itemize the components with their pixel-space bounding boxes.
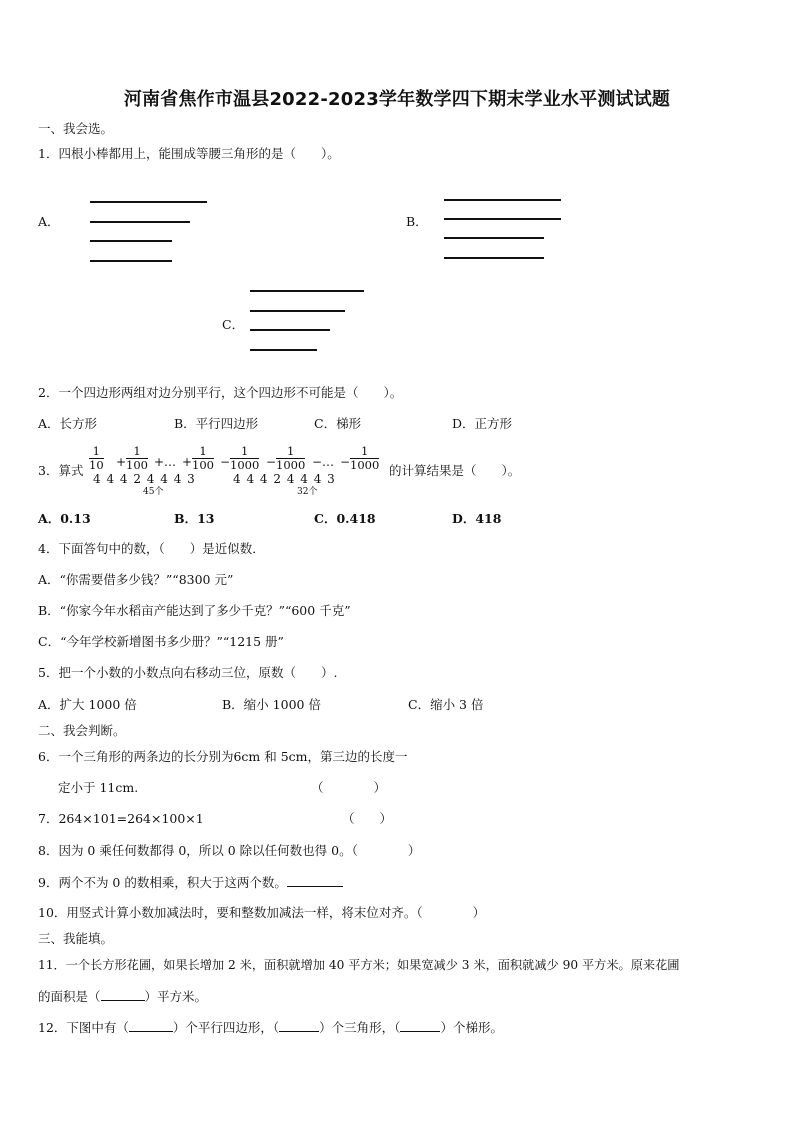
q3-minus-3: − xyxy=(312,455,323,469)
q1-a-stick-1 xyxy=(90,201,207,203)
q1-c-stick-4 xyxy=(250,349,317,351)
q12-triangle-blank[interactable] xyxy=(279,1019,319,1032)
q3-f3-denominator: 100 xyxy=(192,458,214,472)
question-5: 5．把一个小数的小数点向右移动三位，原数（ ）. xyxy=(38,665,338,680)
q12-parallelogram-blank[interactable] xyxy=(129,1019,173,1032)
q1-b-stick-1 xyxy=(444,199,561,201)
q3-f1-denominator: 10 xyxy=(89,458,104,472)
q2-option-a: A．长方形 xyxy=(38,416,98,431)
q3-count-1: 45个 xyxy=(143,487,164,497)
q3-brace-digits-2: 4 4 4 2 4 4 4 3 xyxy=(233,472,336,486)
q3-f6-numerator: 1 xyxy=(350,445,379,459)
q3-option-d: D．418 xyxy=(452,511,502,526)
q3-plus-1: + xyxy=(116,455,127,469)
section-heading-fill: 三、我能填。 xyxy=(38,931,114,946)
q3-f5-numerator: 1 xyxy=(276,445,305,459)
q1-c-stick-3 xyxy=(250,329,330,331)
q3-minus-2: − xyxy=(266,455,277,469)
q9-answer-blank[interactable] xyxy=(287,874,343,887)
q3-f2-numerator: 1 xyxy=(126,445,148,459)
q7-answer-blank[interactable]: （ ） xyxy=(342,811,393,826)
q11-prefix: 的面积是（ xyxy=(38,989,101,1004)
page-title: 河南省焦作市温县2022-2023学年数学四下期末学业水平测试试题 xyxy=(123,89,671,110)
q1-option-a-label: A． xyxy=(38,214,60,229)
q3-minus-1: − xyxy=(220,455,231,469)
question-10: 10．用竖式计算小数加减法时，要和整数加减法一样，将末位对齐。（ ） xyxy=(38,905,486,920)
q2-option-c: C．梯形 xyxy=(314,416,362,431)
q3-fraction-1 xyxy=(89,445,104,472)
q5-option-c: C．缩小 3 倍 xyxy=(408,697,484,712)
question-12 xyxy=(38,1019,503,1036)
q4-option-a: A．“你需要借多少钱？”“8300 元” xyxy=(38,572,234,587)
q11-answer-blank[interactable] xyxy=(101,988,145,1001)
question-6-line-2: 定小于 11cm. xyxy=(58,780,139,795)
q3-option-a: A．0.13 xyxy=(38,511,91,526)
q3-option-c: C．0.418 xyxy=(314,511,376,526)
question-6-line-1: 6．一个三角形的两条边的长分别为6cm 和 5cm，第三边的长度一 xyxy=(38,749,408,764)
q3-fraction-5 xyxy=(276,445,305,472)
q1-option-c-label: C． xyxy=(222,317,245,332)
q5-option-a: A．扩大 1000 倍 xyxy=(38,697,137,712)
q1-a-stick-2 xyxy=(90,221,190,223)
q3-option-b: B．13 xyxy=(174,511,215,526)
q6-answer-blank[interactable]: （ ） xyxy=(311,780,387,795)
q3-f1-numerator: 1 xyxy=(89,445,104,459)
q12-trapezoid-blank[interactable] xyxy=(400,1019,440,1032)
section-heading-judge: 二、我会判断。 xyxy=(38,723,126,738)
q1-a-stick-4 xyxy=(90,260,172,262)
q11-suffix: ）平方米。 xyxy=(144,989,208,1004)
q2-option-b: B．平行四边形 xyxy=(174,416,259,431)
q3-fraction-6 xyxy=(350,445,379,472)
q1-b-stick-3 xyxy=(444,237,544,239)
q3-brace-digits-1: 4 4 4 2 4 4 4 3 xyxy=(93,472,196,486)
question-11-line-2 xyxy=(38,988,207,1005)
question-3-suffix: 的计算结果是（ ）。 xyxy=(389,463,521,478)
q3-plus-3: + xyxy=(182,455,193,469)
q3-f3-numerator: 1 xyxy=(192,445,214,459)
q1-b-stick-4 xyxy=(444,257,544,259)
question-2: 2．一个四边形两组对边分别平行，这个四边形不可能是（ ）。 xyxy=(38,385,403,400)
question-3-prefix: 3．算式 xyxy=(38,463,84,478)
q3-ellipsis-2: … xyxy=(322,455,334,469)
question-1: 1．四根小棒都用上，能围成等腰三角形的是（ ）。 xyxy=(38,146,340,161)
q3-fraction-3 xyxy=(192,445,214,472)
q1-c-stick-1 xyxy=(250,290,364,292)
section-heading-choice: 一、我会选。 xyxy=(38,121,114,136)
question-9 xyxy=(38,874,343,891)
q3-f2-denominator: 100 xyxy=(126,458,148,472)
q4-option-b: B．“你家今年水稻亩产能达到了多少千克？”“600 千克” xyxy=(38,603,351,618)
q1-c-stick-2 xyxy=(250,310,345,312)
q1-option-b-label: B． xyxy=(406,214,428,229)
q12-part-1: 12．下图中有（ xyxy=(38,1020,129,1035)
q3-f4-numerator: 1 xyxy=(230,445,259,459)
q12-part-2: ）个平行四边形，（ xyxy=(172,1020,280,1035)
question-8: 8．因为 0 乘任何数都得 0，所以 0 除以任何数也得 0。（ ） xyxy=(38,843,421,858)
question-11-line-1: 11．一个长方形花圃，如果长增加 2 米，面积就增加 40 平方米；如果宽减少 3 米，面积就减少 90 平方米。原来花圃 xyxy=(38,958,680,972)
question-7: 7．264×101=264×100×1 xyxy=(38,811,204,826)
q3-fraction-2 xyxy=(126,445,148,472)
q1-a-stick-3 xyxy=(90,240,172,242)
q9-text: 9．两个不为 0 的数相乘，积大于这两个数。 xyxy=(38,875,287,890)
q3-count-2: 32个 xyxy=(297,487,318,497)
q3-plus-2: + xyxy=(154,455,165,469)
q3-f5-denominator: 1000 xyxy=(276,458,306,472)
q3-ellipsis-1: … xyxy=(164,455,176,469)
q3-f4-denominator: 1000 xyxy=(230,458,260,472)
q2-option-d: D．正方形 xyxy=(452,416,513,431)
q3-minus-4: − xyxy=(340,455,351,469)
q1-b-stick-2 xyxy=(444,218,561,220)
q5-option-b: B．缩小 1000 倍 xyxy=(222,697,321,712)
q4-option-c: C．“今年学校新增图书多少册？”“1215 册” xyxy=(38,634,284,649)
q12-part-3: ）个三角形，（ xyxy=(319,1020,401,1035)
question-4: 4．下面答句中的数，（ ）是近似数． xyxy=(38,541,265,556)
q3-f6-denominator: 1000 xyxy=(350,458,380,472)
q3-fraction-4 xyxy=(230,445,259,472)
q12-part-4: ）个梯形。 xyxy=(440,1020,503,1035)
